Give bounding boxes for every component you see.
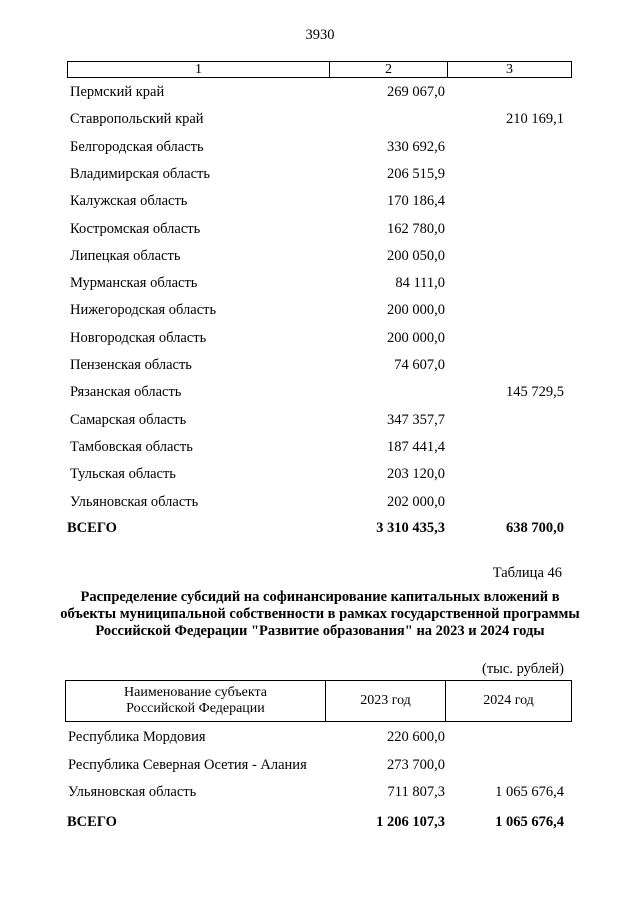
- table-label: Таблица 46: [492, 565, 562, 581]
- region-name: Мурманская область: [70, 275, 198, 292]
- table1-header-col2: 2: [330, 62, 448, 77]
- region-name: Тульская область: [70, 466, 176, 483]
- table2-header: [65, 680, 572, 722]
- value-2024: 210 169,1: [506, 111, 564, 128]
- table1-total-label: ВСЕГО: [67, 520, 117, 536]
- value-2023: 202 000,0: [387, 493, 445, 510]
- value-2024: 1 065 676,4: [495, 784, 564, 800]
- region-name: Липецкая область: [70, 247, 181, 264]
- table-row: [0, 84, 640, 104]
- value-2023: 162 780,0: [387, 220, 445, 237]
- region-name: Нижегородская область: [70, 302, 217, 319]
- table2-header-col1: [66, 681, 326, 721]
- table1-header-col3: 3: [506, 62, 513, 77]
- region-name: Новгородская область: [70, 329, 207, 346]
- table-row: [0, 784, 640, 804]
- region-name: Республика Мордовия: [68, 729, 206, 745]
- table2-header-col1-line1: Наименование субъекта: [124, 685, 267, 700]
- region-name: Калужская область: [70, 193, 188, 210]
- table-row: [0, 384, 640, 404]
- value-2023: 200 000,0: [387, 329, 445, 346]
- value-2023: 711 807,3: [387, 784, 445, 800]
- value-2023: 170 186,4: [387, 193, 445, 210]
- table-row: [0, 412, 640, 432]
- region-name: Белгородская область: [70, 138, 204, 155]
- table-row: [0, 111, 640, 131]
- value-2023: 203 120,0: [387, 466, 445, 483]
- table-row: [0, 330, 640, 350]
- table-row: [0, 275, 640, 295]
- table-row: [0, 757, 640, 777]
- region-name: Ульяновская область: [70, 493, 199, 510]
- table-row: [0, 494, 640, 514]
- page-number: 3930: [305, 27, 335, 43]
- table-row: [0, 357, 640, 377]
- table1-total-row: [0, 520, 640, 540]
- table2-total-2023: 1 206 107,3: [376, 814, 445, 830]
- region-name: Ульяновская область: [68, 784, 197, 800]
- table-row: [0, 166, 640, 186]
- table1-total-2023: 3 310 435,3: [376, 520, 445, 536]
- region-name: Тамбовская область: [70, 438, 193, 455]
- table1-header-col1: 1: [68, 62, 330, 77]
- table2-header-col3: 2024 год: [483, 693, 534, 708]
- table-row: [0, 439, 640, 459]
- units-label: (тыс. рублей): [482, 661, 564, 677]
- value-2023: 200 050,0: [387, 247, 445, 264]
- table2-total-label: ВСЕГО: [67, 814, 117, 830]
- table-row: [0, 729, 640, 749]
- region-name: Ставропольский край: [70, 111, 204, 128]
- table-row: [0, 221, 640, 241]
- region-name: Костромская область: [70, 220, 201, 237]
- table1-total-2024: 638 700,0: [506, 520, 564, 536]
- table-row: [0, 139, 640, 159]
- value-2024: 145 729,5: [506, 384, 564, 401]
- value-2023: 200 000,0: [387, 302, 445, 319]
- value-2023: 330 692,6: [387, 138, 445, 155]
- table-row: [0, 193, 640, 213]
- table2-total-row: [0, 814, 640, 834]
- value-2023: 269 067,0: [387, 84, 445, 100]
- region-name: Пензенская область: [70, 357, 192, 373]
- table-row: [0, 248, 640, 268]
- table2-header-col1-line2: Российской Федерации: [126, 701, 265, 716]
- table1-header: [67, 61, 572, 78]
- region-name: Владимирская область: [70, 165, 210, 182]
- value-2023: 220 600,0: [387, 729, 445, 745]
- region-name: Самарская область: [70, 411, 187, 428]
- region-name: Пермский край: [70, 84, 165, 100]
- table-title: Распределение субсидий на софинансирование капитальных вложений в объекты муниципальной собственности в рамках государственной программы Российской Федерации "Развитие образования" на 2023 и 2024 годы: [60, 589, 580, 639]
- table2-total-2024: 1 065 676,4: [495, 814, 564, 830]
- table-row: [0, 466, 640, 486]
- value-2023: 84 111,0: [395, 275, 445, 292]
- table2-header-col2: 2023 год: [326, 681, 446, 721]
- value-2023: 273 700,0: [387, 756, 445, 773]
- table-row: [0, 302, 640, 322]
- value-2023: 347 357,7: [387, 411, 445, 428]
- value-2023: 74 607,0: [394, 357, 445, 373]
- value-2023: 187 441,4: [387, 438, 445, 455]
- region-name: Республика Северная Осетия - Алания: [68, 756, 307, 773]
- value-2023: 206 515,9: [387, 165, 445, 182]
- region-name: Рязанская область: [70, 384, 182, 401]
